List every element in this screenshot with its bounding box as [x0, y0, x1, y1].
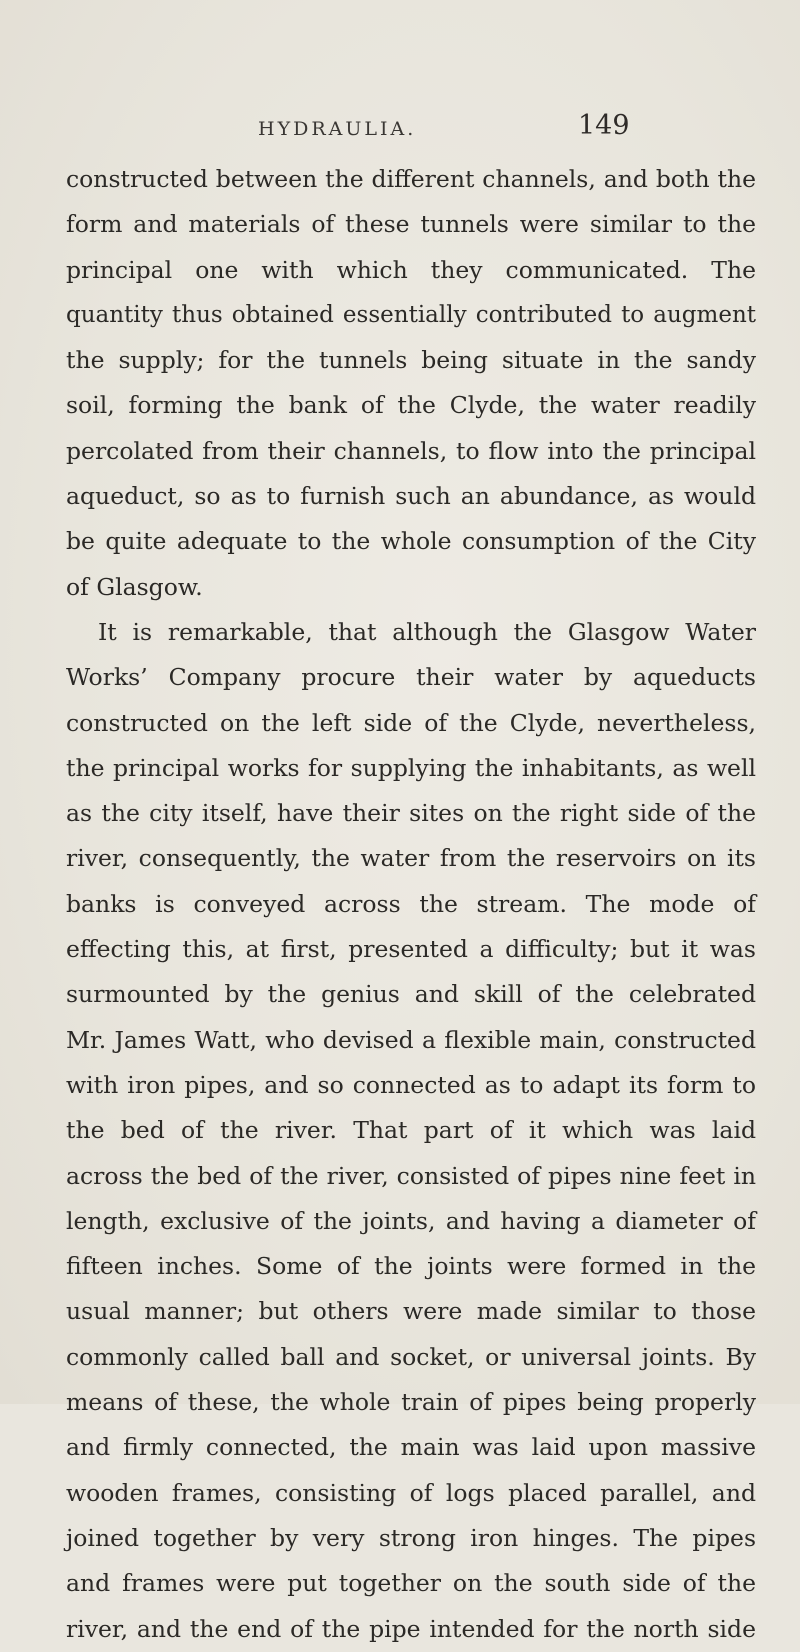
text-line: the principal works for supplying the inhabitants, as well [66, 753, 756, 782]
text-line: constructed on the left side of the Clyde, nevertheless, [66, 708, 756, 737]
text-line: the supply; for the tunnels being situate in the sandy [66, 346, 756, 375]
text-line: percolated from their channels, to flow into the principal [66, 436, 756, 465]
text-line: and frames were put together on the south side of the [66, 1569, 756, 1598]
text-line: the bed of the river. That part of it which was laid [66, 1116, 756, 1145]
text-line: fifteen inches. Some of the joints were formed in the [66, 1252, 756, 1281]
text-line: quantity thus obtained essentially contributed to augment [66, 301, 756, 328]
text-line: Works’ Company procure their water by aqueducts [66, 663, 756, 692]
text-line: be quite adequate to the whole consumption of the City [66, 527, 756, 556]
text-line: form and materials of these tunnels were similar to the [66, 210, 756, 239]
text-line: joined together by very strong iron hinges. The pipes [66, 1523, 756, 1552]
text-line: usual manner; but others were made similar to those [66, 1297, 756, 1326]
text-line: effecting this, at first, presented a difficulty; but it was [66, 935, 756, 964]
body-text [66, 157, 756, 1652]
text-line: soil, forming the bank of the Clyde, the water readily [66, 391, 756, 420]
running-title: HYDRAULIA. [258, 118, 417, 140]
text-line: river, consequently, the water from the reservoirs on its [66, 844, 756, 873]
text-line: means of these, the whole train of pipes being properly [66, 1388, 756, 1417]
text-line: principal one with which they communicated. The [66, 255, 756, 284]
text-line: of Glasgow. [66, 572, 203, 601]
page-number: 149 [578, 110, 630, 141]
text-line: wooden frames, consisting of logs placed parallel, and [66, 1478, 756, 1507]
text-line: banks is conveyed across the stream. The mode of [66, 889, 756, 918]
text-line: river, and the end of the pipe intended for the north side [66, 1614, 756, 1643]
text-line: surmounted by the genius and skill of the celebrated [66, 980, 756, 1009]
text-line: length, exclusive of the joints, and having a diameter of [66, 1206, 756, 1235]
text-line: constructed between the different channels, and both the [66, 165, 756, 193]
text-line: aqueduct, so as to furnish such an abundance, as would [66, 482, 756, 511]
text-line: It is remarkable, that although the Glasgow Water [98, 617, 756, 646]
text-line: with iron pipes, and so connected as to adapt its form to [66, 1070, 756, 1099]
running-head [0, 110, 800, 150]
text-line: Mr. James Watt, who devised a flexible main, constructed [66, 1025, 756, 1054]
text-line: across the bed of the river, consisted of pipes nine feet in [66, 1161, 756, 1190]
text-line: as the city itself, have their sites on the right side of the [66, 799, 756, 828]
text-line: commonly called ball and socket, or universal joints. By [66, 1342, 756, 1371]
text-line: and firmly connected, the main was laid upon massive [66, 1433, 756, 1462]
